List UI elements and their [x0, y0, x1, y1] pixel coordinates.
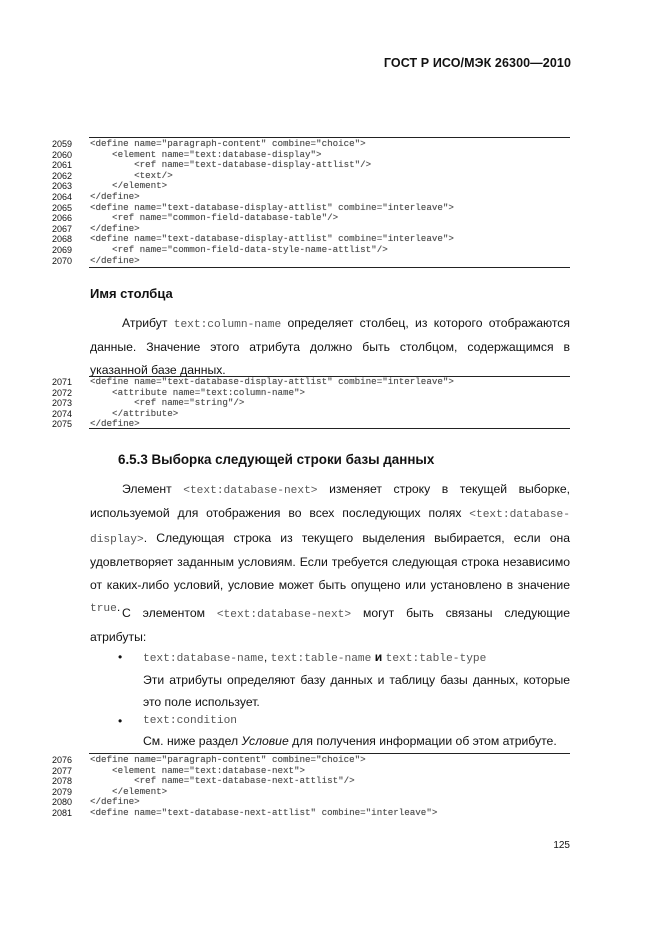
code-text: </define>: [90, 796, 140, 808]
attributes-intro-paragraph: [90, 602, 570, 649]
line-number: 2071: [52, 377, 73, 387]
bullet-item-description: Эти атрибуты определяют базу данных и таблицу базы данных, которые это поле использует.: [143, 673, 570, 710]
text-run: . Следующая строка из текущего выделения выбирается, если она удовлетворяет заданным условиям. Если требуется следующая строка независимо от каких-либо условий, условие может быть опущено или установлено в значение: [90, 530, 570, 592]
text-run: Атрибут: [122, 316, 174, 330]
code-line: [52, 256, 570, 267]
code-text: <ref name="common-field-data-style-name-attlist"/>: [90, 243, 388, 255]
code-line: [52, 245, 570, 256]
code-text: <define name="paragraph-content" combine="choice">: [90, 138, 366, 149]
inline-code: text:database-name: [143, 653, 264, 665]
text-run: .: [116, 600, 121, 615]
subheading-column-name: Имя столбца: [90, 286, 173, 301]
code-line: [52, 755, 570, 766]
line-number: 2068: [52, 234, 73, 245]
inline-code: <text:database-display>: [90, 509, 570, 546]
line-number: 2059: [52, 139, 73, 149]
code-block-1: [52, 137, 570, 268]
code-lines: [52, 374, 570, 430]
bullet-item-condition-description: [143, 730, 570, 752]
inline-code: true: [90, 603, 117, 616]
line-number: 2073: [52, 398, 73, 409]
code-text: <ref name="common-field-database-table"/>: [90, 212, 339, 224]
code-text: <ref name="text-database-next-attlist"/>: [90, 775, 355, 787]
code-bottom-rule: [89, 267, 570, 268]
line-number: 2067: [52, 223, 73, 234]
text-run: С элементом: [122, 606, 217, 620]
code-text: <attribute name="text:column-name">: [90, 386, 306, 398]
code-text: <define name="text-database-display-attlist" combine="interleave">: [90, 201, 454, 213]
line-number: 2076: [52, 755, 73, 765]
inline-code: text:column-name: [173, 319, 282, 331]
text-run: могут быть связаны следующие атрибуты:: [90, 606, 570, 645]
code-text: <define name="text-database-display-attlist" combine="interleave">: [90, 233, 454, 245]
line-number: 2078: [52, 776, 73, 787]
code-line: [52, 377, 570, 388]
text-run: изменяет строку в текущей выборке, используемой для отображения во всех последующих полях: [90, 482, 570, 521]
code-text: </define>: [90, 254, 140, 266]
code-top-rule: [89, 376, 570, 377]
line-number: 2079: [52, 786, 73, 797]
bullet-item-database-name: [143, 646, 486, 670]
line-number: 2069: [52, 244, 73, 255]
line-number: 2061: [52, 160, 73, 171]
page-number: 125: [553, 840, 570, 851]
line-number: 2070: [52, 255, 73, 266]
code-text: <define name="text-database-next-attlist" combine="interleave">: [90, 806, 438, 818]
line-number: 2081: [52, 807, 73, 818]
line-number: 2063: [52, 181, 73, 192]
text-run: Элемент: [122, 482, 184, 496]
code-line: [52, 139, 570, 150]
line-number: 2065: [52, 202, 73, 213]
code-block-2: [52, 374, 570, 429]
line-number: 2075: [52, 419, 73, 430]
line-number: 2064: [52, 191, 73, 202]
line-number: 2066: [52, 213, 73, 224]
line-number: 2080: [52, 797, 73, 808]
bullet-item-condition: [143, 708, 237, 732]
code-text: <define name="paragraph-content" combine="choice">: [90, 754, 366, 765]
section-heading-6-5-3: 6.5.3 Выборка следующей строки базы данных: [118, 452, 435, 467]
code-text: </attribute>: [90, 407, 179, 419]
bullet-mark: •: [118, 714, 123, 728]
code-line: [52, 419, 570, 430]
code-lines: [52, 754, 570, 819]
inline-code: text:table-type: [385, 653, 487, 665]
inline-code: text:table-name: [270, 653, 372, 665]
code-text: </define>: [90, 190, 140, 202]
column-name-paragraph: [90, 312, 570, 381]
inline-code: <text:database-next>: [216, 609, 352, 621]
code-line: [52, 808, 570, 819]
inline-code: <text:database-next>: [183, 485, 318, 497]
code-text: </define>: [90, 418, 140, 430]
inline-code: text:condition: [143, 715, 237, 727]
emphasis-text: Условие: [241, 734, 289, 748]
text-run: См. ниже раздел: [143, 734, 242, 748]
line-number: 2074: [52, 408, 73, 419]
code-line: [52, 192, 570, 203]
line-number: 2077: [52, 765, 73, 776]
line-number: 2060: [52, 149, 73, 160]
text-run: определяет столбец, из которого отображаются данные. Значение этого атрибута должно быть столбцом, содержащимся в указанной базе данных.: [90, 316, 570, 377]
code-text: </element>: [90, 785, 168, 797]
code-text: <text/>: [90, 169, 173, 181]
code-block-3: [52, 753, 570, 819]
text-run: ,: [263, 650, 271, 664]
database-next-paragraph: [90, 478, 570, 620]
code-text: <ref name="text-database-display-attlist"/>: [90, 159, 372, 171]
code-text: <element name="text:database-next">: [90, 764, 306, 776]
code-lines: [52, 138, 570, 268]
line-number: 2072: [52, 387, 73, 398]
text-run: для получения информации об этом атрибуте.: [288, 734, 557, 748]
text-run: и: [371, 650, 386, 664]
code-text: </define>: [90, 222, 140, 234]
code-text: <define name="text-database-display-attlist" combine="interleave">: [90, 376, 454, 387]
code-text: </element>: [90, 180, 168, 192]
line-number: 2062: [52, 170, 73, 181]
page-header-title: ГОСТ Р ИСО/МЭК 26300—2010: [383, 56, 571, 70]
code-text: <element name="text:database-display">: [90, 148, 322, 160]
bullet-mark: •: [118, 650, 123, 664]
code-text: <ref name="string"/>: [90, 397, 245, 409]
